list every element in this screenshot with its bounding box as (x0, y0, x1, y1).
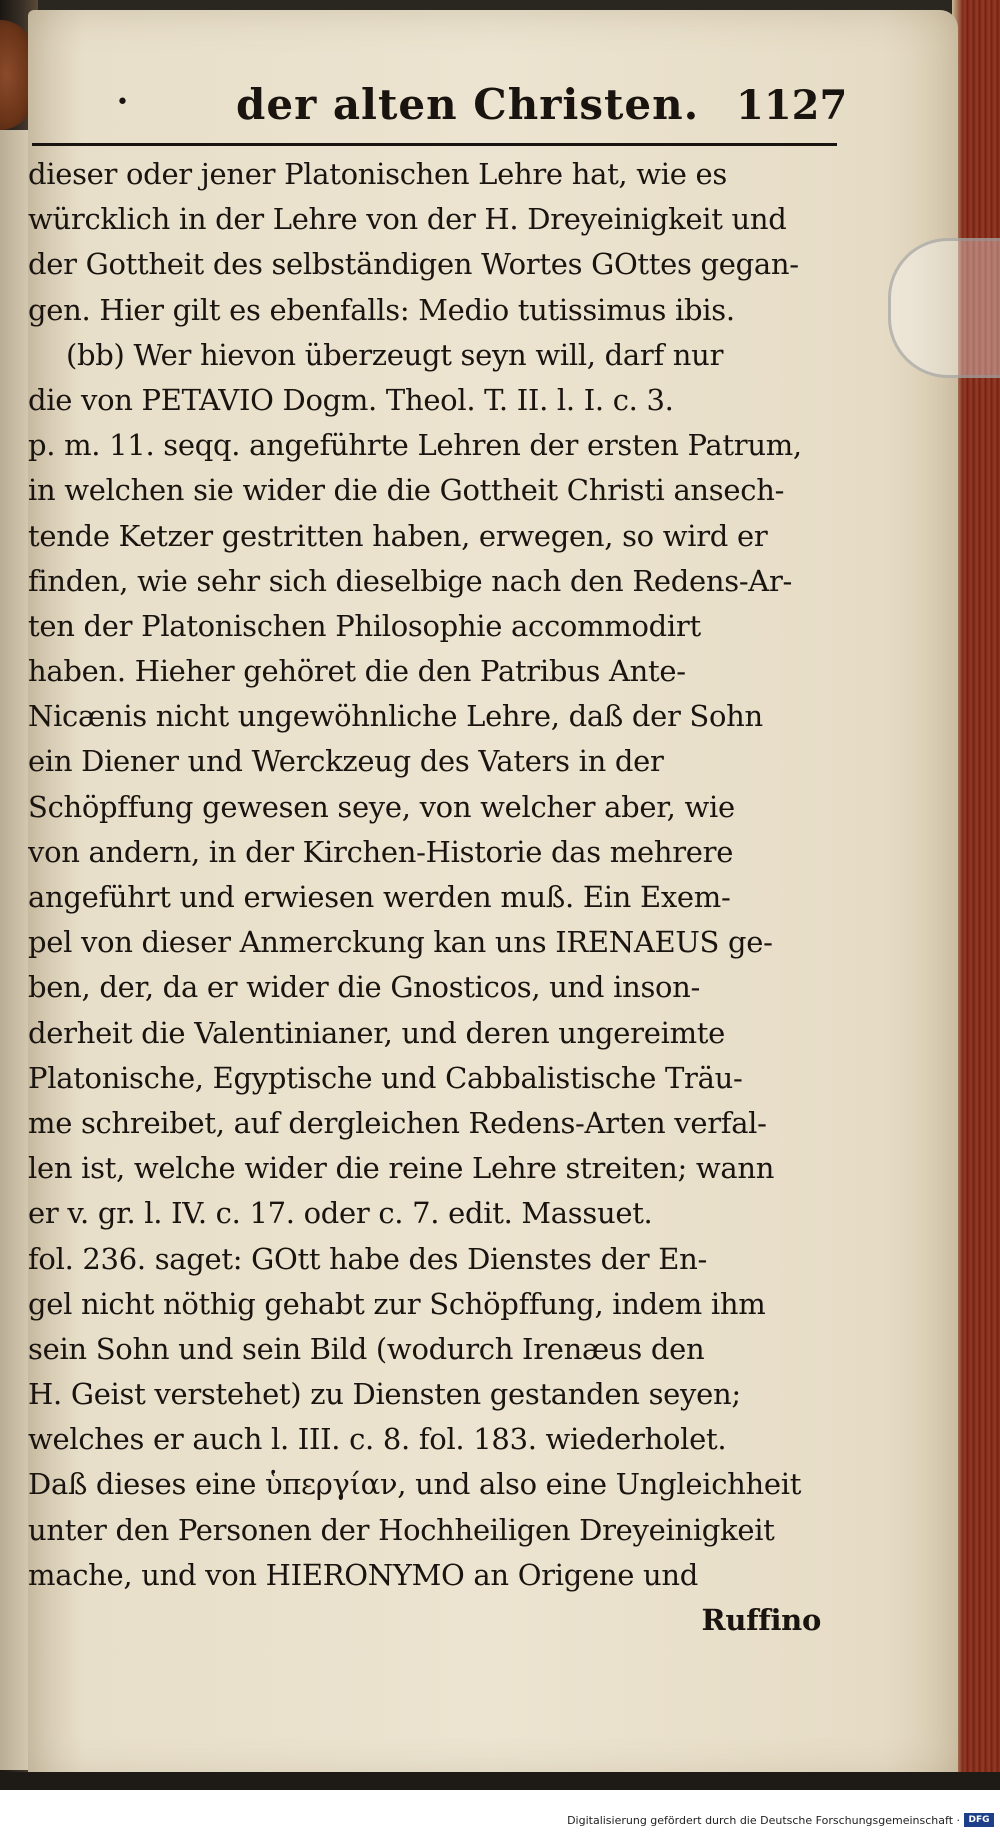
scan-footer (0, 1790, 1000, 1833)
text-line: dieser oder jener Platonischen Lehre hat, wie es (28, 157, 727, 191)
page-header (36, 78, 848, 138)
text-line: welches er auch l. III. c. 8. fol. 183. wiederholet. (28, 1422, 727, 1457)
running-head: der alten Christen. (236, 80, 700, 129)
text-line: haben. Hieher gehöret die den Patribus Ante- (28, 654, 686, 689)
text-line: derheit die Valentinianer, und deren ungereimte (28, 1015, 725, 1050)
text-line: ein Diener und Werckzeug des Vaters in der (28, 744, 664, 779)
text-line: ten der Platonischen Philosophie accommodirt (28, 608, 701, 643)
text-line: von andern, in der Kirchen-Historie das mehrere (28, 834, 734, 869)
text-line: gel nicht nöthig gehabt zur Schöpffung, indem ihm (28, 1286, 766, 1321)
text-line: finden, wie sehr sich dieselbige nach den Redens-Ar- (28, 563, 793, 598)
glass-page-clip (888, 238, 1000, 378)
text-line: len ist, welche wider die reine Lehre streiten; wann (28, 1151, 775, 1186)
text-line: in welchen sie wider die die Gottheit Christi ansech- (28, 473, 785, 508)
text-line: fol. 236. saget: GOtt habe des Dienstes der En- (28, 1241, 707, 1276)
text-line: würcklich in der Lehre von der H. Dreyeinigkeit und (28, 202, 787, 237)
text-line: me schreibet, auf dergleichen Redens-Arten verfal- (28, 1105, 767, 1140)
text-line: angeführt und erwiesen werden muß. Ein Exem- (28, 880, 731, 914)
text-line: der Gottheit des selbständigen Wortes GOttes gegan- (28, 247, 799, 282)
header-rule (32, 143, 837, 146)
text-line: Daß dieses eine ὑπεργίαν, und also eine Ungleichheit (28, 1467, 802, 1502)
body-text (28, 152, 843, 1643)
funding-credit: Digitalisierung gefördert durch die Deutsche Forschungsgemeinschaft · (567, 1814, 960, 1827)
text-line: Platonische, Egyptische und Cabbalistische Träu- (28, 1060, 743, 1095)
scan-bottom-edge (0, 1772, 1000, 1790)
text-line: gen. Hier gilt es ebenfalls: Medio tutissimus ibis. (28, 292, 735, 327)
text-line: er v. gr. l. IV. c. 17. oder c. 7. edit. Massuet. (28, 1196, 653, 1231)
text-line: Schöpffung gewesen seye, von welcher aber, wie (28, 789, 735, 824)
text-line: H. Geist verstehet) zu Diensten gestanden seyen; (28, 1377, 741, 1412)
text-line: p. m. 11. seqq. angeführte Lehren der ersten Patrum, (28, 428, 802, 463)
page-number: 1127 (736, 82, 848, 129)
text-line: ben, der, da er wider die Gnosticos, und inson- (28, 970, 701, 1005)
text-line: Nicænis nicht ungewöhnliche Lehre, daß der Sohn (28, 699, 763, 734)
dfg-logo-icon: DFG (964, 1813, 994, 1827)
text-line: mache, und von HIERONYMO an Origene und (28, 1557, 699, 1592)
text-line: tende Ketzer gestritten haben, erwegen, so wird er (28, 518, 768, 553)
text-line: unter den Personen der Hochheiligen Dreyeinigkeit (28, 1512, 775, 1547)
header-mark: • (116, 90, 129, 115)
text-line: (bb) Wer hievon überzeugt seyn will, darf nur (66, 337, 724, 372)
text-line: pel von dieser Anmerckung kan uns IRENAEUS ge- (28, 925, 773, 960)
catchword: Ruffino (701, 1603, 821, 1637)
text-line: sein Sohn und sein Bild (wodurch Irenæus den (28, 1331, 705, 1366)
text-line: die von PETAVIO Dogm. Theol. T. II. l. I. c. 3. (28, 382, 674, 417)
